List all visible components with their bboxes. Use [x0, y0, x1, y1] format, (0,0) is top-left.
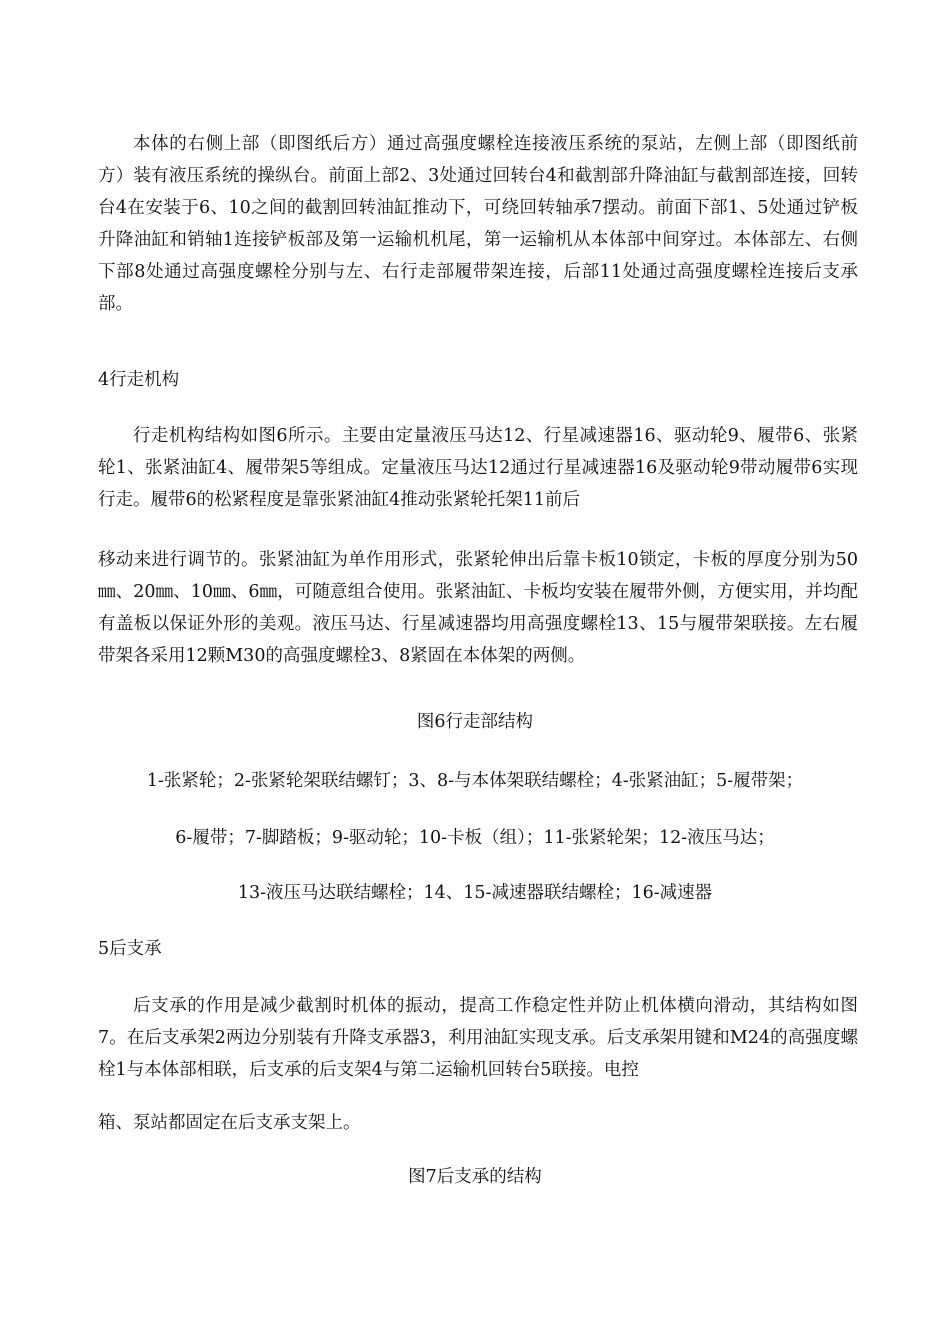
section-heading-walking-mechanism: 4行走机构 [98, 370, 180, 390]
paragraph-tensioning: 移动来进行调节的。张紧油缸为单作用形式，张紧轮伸出后靠卡板10锁定，卡板的厚度分别为50㎜、20㎜、10㎜、6㎜，可随意组合使用。张紧油缸、卡板均安装在履带外侧，方便实用，并均配有盖板以保证外形的美观。液压马达、行星减速器均用高强度螺栓13、15与履带架联接。左右履带架各采用12颗M30的高强度螺栓3、8紧固在本体架的两侧。 [98, 550, 858, 666]
section-heading-rear-support: 5后支承 [98, 939, 162, 959]
figure-6-legend-line-2: 6-履带；7-脚踏板；9-驱动轮；10-卡板（组）；11-张紧轮架；12-液压马达； [175, 828, 775, 848]
figure-6-legend-line-1: 1-张紧轮；2-张紧轮架联结螺钉；3、8-与本体架联结螺栓；4-张紧油缸；5-履带架； [146, 771, 804, 791]
figure-6-caption: 图6行走部结构 [416, 712, 534, 732]
paragraph-rear-support: 后支承的作用是减少截割时机体的振动，提高工作稳定性并防止机体横向滑动，其结构如图7。在后支承架2两边分别装有升降支承器3，利用油缸实现支承。后支承架用键和M24的高强度螺栓1与本体部相联，后支承的后支架4与第二运输机回转台5联接。电控 [98, 996, 858, 1080]
figure-7-caption: 图7后支承的结构 [408, 1167, 542, 1187]
paragraph-body-structure: 本体的右侧上部（即图纸后方）通过高强度螺栓连接液压系统的泵站，左侧上部（即图纸前方）装有液压系统的操纵台。前面上部2、3处通过回转台4和截割部升降油缸与截割部连接，回转台4在安装于6、10之间的截割回转油缸推动下，可绕回转轴承7摆动。前面下部1、5处通过铲板升降油缸和销轴1连接铲板部及第一运输机机尾，第一运输机从本体部中间穿过。本体部左、右侧下部8处通过高强度螺栓分别与左、右行走部履带架连接，后部11处通过高强度螺栓连接后支承部。 [98, 134, 858, 314]
figure-6-legend-line-3: 13-液压马达联结螺栓；14、15-减速器联结螺栓；16-减速器 [237, 883, 713, 903]
paragraph-rear-support-continued: 箱、泵站都固定在后支承支架上。 [98, 1113, 361, 1133]
paragraph-walking-mechanism: 行走机构结构如图6所示。主要由定量液压马达12、行星减速器16、驱动轮9、履带6、张紧轮1、张紧油缸4、履带架5等组成。定量液压马达12通过行星减速器16及驱动轮9带动履带6实现行走。履带6的松紧程度是靠张紧油缸4推动张紧轮托架11前后 [98, 426, 858, 510]
